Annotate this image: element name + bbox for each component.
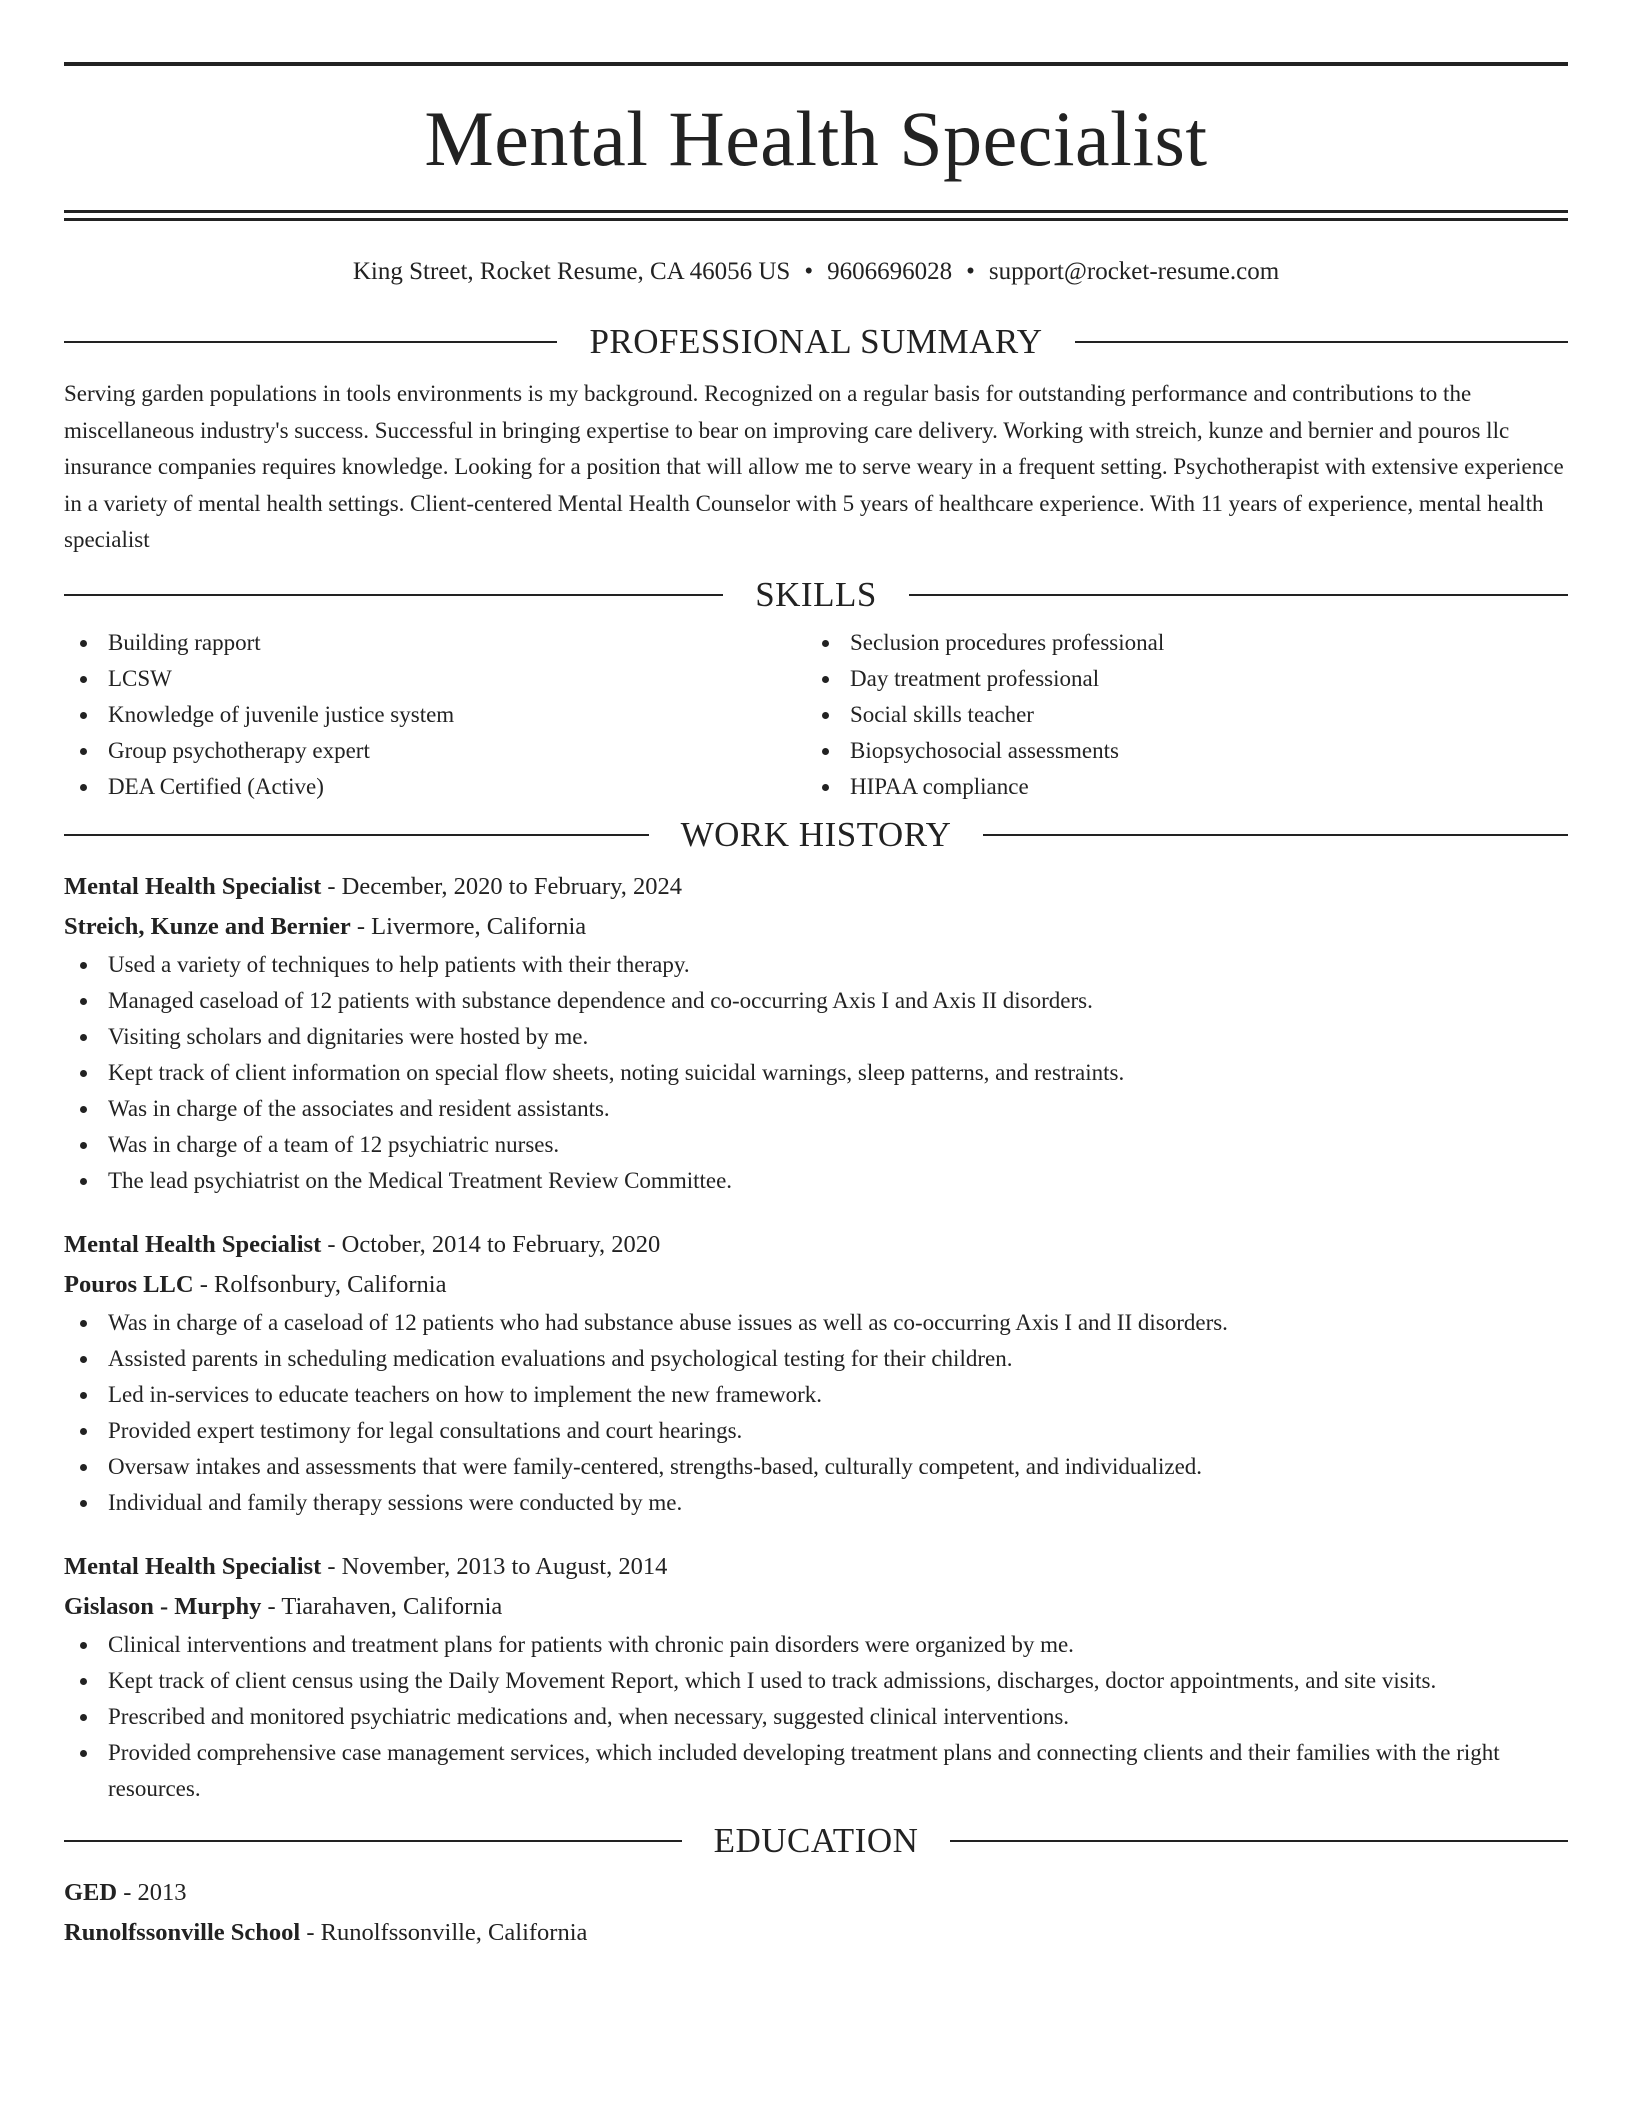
summary-text: Serving garden populations in tools environments is my background. Recognized on a regular basis for outstanding performance and contributions to the miscellaneous industry's success. Successful in bringing expertise to bear on improving care delivery. Working with streich, kunze and bernier and pouros llc insurance companies requires knowledge. Looking for a position that will allow me to serve weary in a frequent setting. Psychotherapist with extensive experience in a variety of mental health settings. Client-centered Mental Health Counselor with 5 years of healthcare experience. With 11 years of experience, mental health specialist [64, 381, 1564, 552]
skill-item: LCSW [64, 661, 806, 697]
job-company: Pouros LLC [64, 1270, 194, 1298]
section-title: PROFESSIONAL SUMMARY [589, 322, 1043, 361]
job-duty: Managed caseload of 12 patients with substance dependence and co-occurring Axis I and Axis II disorders. [64, 983, 1568, 1019]
contact-separator: • [804, 258, 814, 285]
job-title: Mental Health Specialist [64, 1230, 322, 1258]
job-entry [64, 1225, 1568, 1521]
heading-rule [950, 1840, 1568, 1842]
contact-address: King Street, Rocket Resume, CA 46056 US [352, 258, 791, 285]
education-degree: GED [64, 1878, 118, 1906]
job-company: Streich, Kunze and Bernier [64, 912, 351, 940]
skill-item: DEA Certified (Active) [64, 769, 806, 805]
header-double-rule [64, 210, 1568, 221]
section-heading-skills [64, 575, 1568, 615]
section-heading-summary [64, 322, 1568, 362]
dash: - [261, 1592, 282, 1620]
job-duty: Was in charge of the associates and resident assistants. [64, 1091, 1568, 1127]
job-dates: November, 2013 to August, 2014 [341, 1552, 668, 1580]
dash: - [300, 1918, 321, 1946]
job-company-line [64, 1265, 1568, 1305]
job-duty: Individual and family therapy sessions were conducted by me. [64, 1485, 1568, 1521]
job-duties [64, 1627, 1568, 1807]
section-title: WORK HISTORY [680, 814, 952, 854]
skill-item: Building rapport [64, 625, 806, 661]
job-location: Tiarahaven, California [281, 1592, 503, 1620]
skills-column-right [806, 625, 1548, 805]
job-duty: Used a variety of techniques to help patients with their therapy. [64, 947, 1568, 983]
job-duty: Kept track of client information on special flow sheets, noting suicidal warnings, sleep patterns, and restraints. [64, 1055, 1568, 1091]
contact-phone: 9606696028 [827, 258, 953, 285]
job-duty: The lead psychiatrist on the Medical Treatment Review Committee. [64, 1163, 1568, 1199]
education-degree-line [64, 1873, 1568, 1913]
education-school: Runolfssonville School [64, 1918, 301, 1946]
dash: - [350, 912, 372, 940]
contact-email: support@rocket-resume.com [988, 258, 1280, 285]
job-dates: October, 2014 to February, 2020 [341, 1230, 661, 1258]
skill-item: Social skills teacher [806, 697, 1548, 733]
job-duty: Clinical interventions and treatment plans for patients with chronic pain disorders were organized by me. [64, 1627, 1568, 1663]
education-school-line [64, 1913, 1568, 1953]
section-heading-education [64, 1821, 1568, 1861]
job-duty: Assisted parents in scheduling medication evaluations and psychological testing for their children. [64, 1341, 1568, 1377]
skill-item: Group psychotherapy expert [64, 733, 806, 769]
section-title: SKILLS [755, 574, 877, 614]
job-location: Rolfsonbury, California [213, 1270, 447, 1298]
job-entry [64, 867, 1568, 1199]
job-title-line [64, 1225, 1568, 1265]
section-title: EDUCATION [713, 1820, 919, 1860]
dash: - [321, 1552, 342, 1580]
dash: - [193, 1270, 214, 1298]
job-title: Mental Health Specialist [64, 872, 322, 900]
job-duty: Prescribed and monitored psychiatric medications and, when necessary, suggested clinical interventions. [64, 1699, 1568, 1735]
dash: - [321, 872, 342, 900]
heading-rule [64, 1840, 682, 1842]
job-entry [64, 1547, 1568, 1807]
job-duties [64, 947, 1568, 1199]
heading-rule [64, 834, 649, 836]
education-year: 2013 [137, 1878, 187, 1906]
skill-item: Seclusion procedures professional [806, 625, 1548, 661]
job-duty: Kept track of client census using the Daily Movement Report, which I used to track admissions, discharges, doctor appointments, and site visits. [64, 1663, 1568, 1699]
heading-rule [909, 594, 1568, 596]
education-location: Runolfssonville, California [320, 1918, 588, 1946]
skills-column-left [64, 625, 806, 805]
job-duty: Oversaw intakes and assessments that were family-centered, strengths-based, culturally competent, and individualized. [64, 1449, 1568, 1485]
job-company-line [64, 907, 1568, 947]
contact-separator: • [966, 258, 975, 285]
job-duty: Was in charge of a caseload of 12 patients who had substance abuse issues as well as co-occurring Axis I and II disorders. [64, 1305, 1568, 1341]
job-company: Gislason - Murphy [64, 1592, 262, 1620]
resume-page [64, 0, 1568, 1953]
heading-rule [64, 341, 557, 343]
skill-item: Knowledge of juvenile justice system [64, 697, 806, 733]
section-heading-work-history [64, 815, 1568, 855]
job-title: Mental Health Specialist [64, 1552, 322, 1580]
resume-name: Mental Health Specialist [424, 95, 1208, 182]
contact-line [64, 257, 1568, 287]
job-duty: Provided comprehensive case management services, which included developing treatment plans and connecting clients and their families with the right resources. [64, 1735, 1568, 1807]
job-title-line [64, 867, 1568, 907]
job-location: Livermore, California [371, 912, 587, 940]
job-duty: Led in-services to educate teachers on how to implement the new framework. [64, 1377, 1568, 1413]
heading-rule [64, 594, 723, 596]
education-entry [64, 1873, 1568, 1953]
job-title-line [64, 1547, 1568, 1587]
job-duties [64, 1305, 1568, 1521]
job-duty: Was in charge of a team of 12 psychiatric nurses. [64, 1127, 1568, 1163]
heading-rule [1075, 341, 1568, 343]
heading-rule [983, 834, 1568, 836]
job-duty: Visiting scholars and dignitaries were hosted by me. [64, 1019, 1568, 1055]
job-duty: Provided expert testimony for legal consultations and court hearings. [64, 1413, 1568, 1449]
skill-item: Day treatment professional [806, 661, 1548, 697]
top-rule [64, 62, 1568, 66]
skills-list [64, 625, 1568, 805]
skill-item: Biopsychosocial assessments [806, 733, 1548, 769]
job-company-line [64, 1587, 1568, 1627]
skill-item: HIPAA compliance [806, 769, 1548, 805]
job-dates: December, 2020 to February, 2024 [341, 872, 682, 900]
dash: - [321, 1230, 342, 1258]
dash: - [117, 1878, 138, 1906]
